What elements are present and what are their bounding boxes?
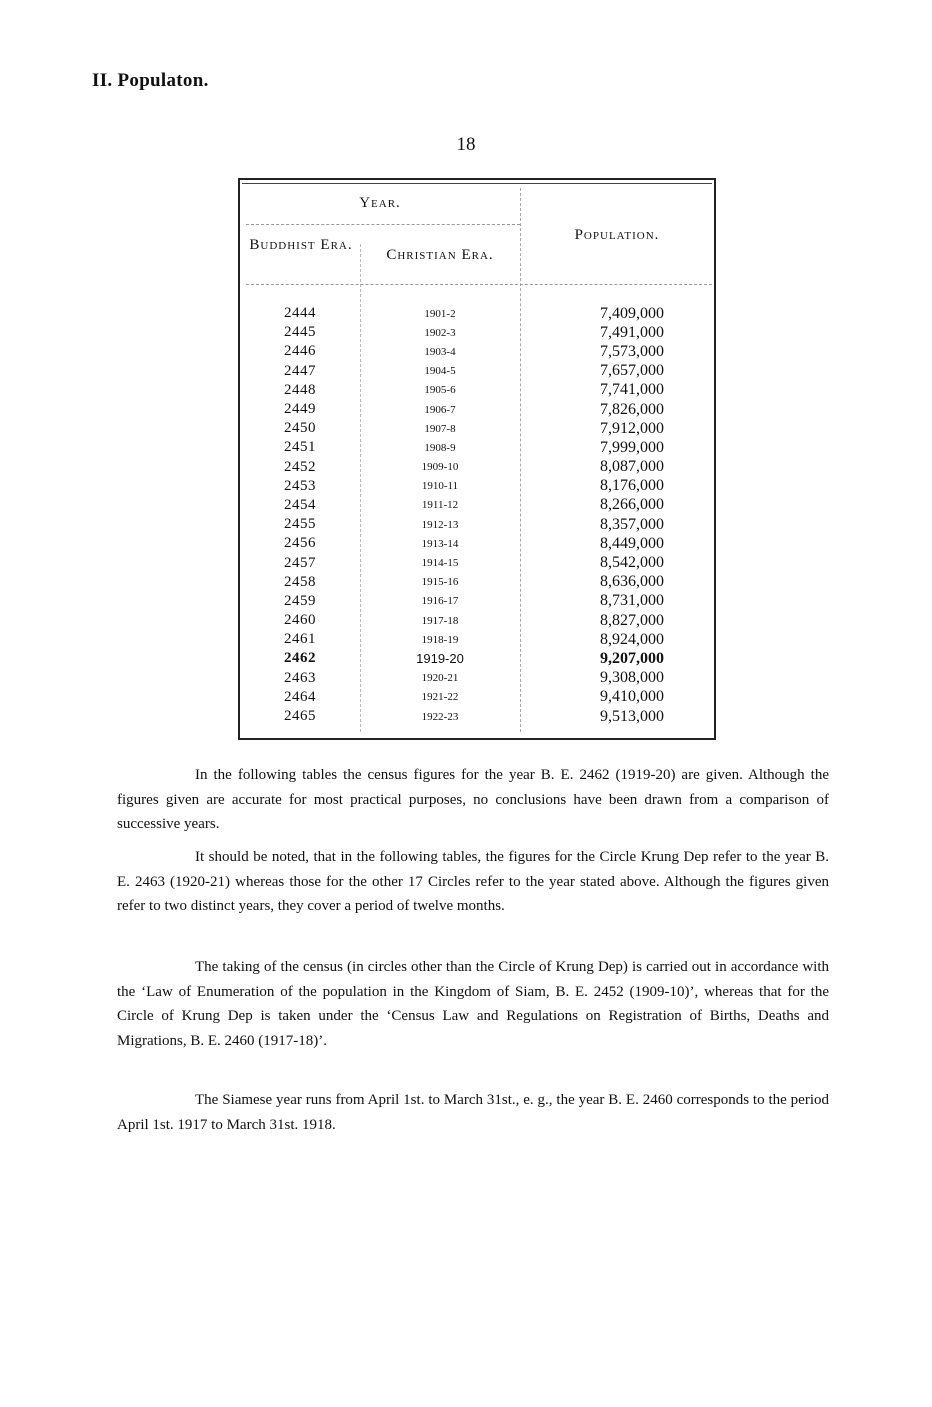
population-cell: 7,826,000	[600, 400, 664, 418]
paragraph-1	[117, 763, 829, 837]
table-row	[240, 381, 714, 400]
table-row	[240, 553, 714, 572]
population-cell: 7,491,000	[600, 323, 664, 341]
population-cell: 8,542,000	[600, 554, 664, 572]
header-christian-era: Christian Era.	[386, 247, 494, 263]
population-cell: 8,731,000	[600, 592, 664, 610]
christian-era-cell: 1901-2	[424, 307, 456, 320]
population-cell: 8,827,000	[600, 611, 664, 629]
table-row	[240, 458, 714, 477]
population-cell: 8,266,000	[600, 496, 664, 514]
buddhist-era-cell: 2445	[284, 324, 316, 341]
population-cell: 8,449,000	[600, 534, 664, 552]
table-body	[240, 304, 714, 726]
christian-era-cell: 1918-19	[421, 633, 459, 646]
buddhist-era-cell: 2463	[284, 669, 316, 686]
section-heading: II. Populaton.	[92, 70, 209, 91]
christian-era-cell: 1909-10	[421, 461, 459, 474]
christian-era-cell: 1905-6	[424, 384, 456, 397]
table-row	[240, 362, 714, 381]
page-number: 18	[456, 134, 476, 155]
buddhist-era-cell: 2444	[284, 305, 316, 322]
population-table	[238, 178, 716, 740]
header-population: Population.	[574, 227, 660, 243]
population-cell: 8,176,000	[600, 477, 664, 495]
table-row	[240, 515, 714, 534]
buddhist-era-cell: 2460	[284, 612, 316, 629]
paragraph-4	[117, 1088, 829, 1137]
buddhist-era-cell: 2457	[284, 554, 316, 571]
buddhist-era-cell: 2461	[284, 631, 316, 648]
population-cell: 7,912,000	[600, 419, 664, 437]
table-row	[240, 534, 714, 553]
christian-era-cell: 1907-8	[424, 422, 456, 435]
christian-era-cell: 1904-5	[424, 365, 456, 378]
christian-era-cell: 1908-9	[424, 441, 456, 454]
buddhist-era-cell: 2454	[284, 496, 316, 513]
christian-era-cell: 1922-23	[421, 710, 459, 723]
christian-era-cell: 1917-18	[421, 614, 459, 627]
population-cell: 8,087,000	[600, 458, 664, 476]
table-row	[240, 323, 714, 342]
christian-era-cell: 1910-11	[421, 480, 459, 493]
christian-era-cell: 1915-16	[421, 576, 459, 589]
buddhist-era-cell: 2465	[284, 708, 316, 725]
buddhist-era-cell: 2458	[284, 573, 316, 590]
buddhist-era-cell: 2449	[284, 401, 316, 418]
buddhist-era-cell: 2453	[284, 477, 316, 494]
paragraph-text: The taking of the census (in circles other than the Circle of Krung Dep) is carried out in accordance with the ‘Law of Enumeration of the population in the Kingdom of Siam, B. E. 2452 (1909-10)’, whereas that for the Circle of Krung Dep is taken under the ‘Census Law and Regulations on Registration of Births, Deaths and Migrations, B. E. 2460 (1917-18)’.	[117, 959, 829, 1049]
population-cell: 9,308,000	[600, 669, 664, 687]
table-row	[240, 496, 714, 515]
christian-era-cell: 1919-20	[416, 651, 464, 667]
buddhist-era-cell: 2462	[284, 650, 316, 667]
christian-era-cell: 1912-13	[421, 518, 459, 531]
buddhist-era-cell: 2452	[284, 458, 316, 475]
table-row	[240, 630, 714, 649]
christian-era-cell: 1906-7	[424, 403, 456, 416]
buddhist-era-cell: 2450	[284, 420, 316, 437]
population-cell: 9,410,000	[600, 688, 664, 706]
table-row	[240, 304, 714, 323]
buddhist-era-cell: 2446	[284, 343, 316, 360]
buddhist-era-cell: 2448	[284, 381, 316, 398]
paragraph-text: The Siamese year runs from April 1st. to March 31st., e. g., the year B. E. 2460 corresponds to the period April 1st. 1917 to March 31st. 1918.	[117, 1092, 829, 1133]
paragraph-2	[117, 845, 829, 919]
header-rule	[246, 284, 712, 285]
paragraph-text: In the following tables the census figures for the year B. E. 2462 (1919-20) are given. Although the figures given are accurate for most practical purposes, no conclusions have been drawn from a comparison of successive years.	[117, 767, 829, 833]
population-cell: 9,207,000	[600, 649, 664, 667]
table-row	[240, 592, 714, 611]
buddhist-era-cell: 2455	[284, 516, 316, 533]
christian-era-cell: 1913-14	[421, 537, 459, 550]
population-cell: 7,409,000	[600, 304, 664, 322]
population-cell: 8,357,000	[600, 515, 664, 533]
population-cell: 9,513,000	[600, 707, 664, 725]
christian-era-cell: 1902-3	[424, 326, 456, 339]
table-row	[240, 573, 714, 592]
christian-era-cell: 1903-4	[424, 345, 456, 358]
table-row	[240, 669, 714, 688]
population-cell: 7,999,000	[600, 438, 664, 456]
buddhist-era-cell: 2459	[284, 592, 316, 609]
table-row	[240, 342, 714, 361]
header-buddhist-era: Buddhist Era.	[249, 237, 353, 253]
population-cell: 7,741,000	[600, 381, 664, 399]
buddhist-era-cell: 2464	[284, 688, 316, 705]
population-cell: 7,657,000	[600, 362, 664, 380]
table-row	[240, 611, 714, 630]
table-row	[240, 707, 714, 726]
header-rule	[246, 224, 520, 225]
header-year: Year.	[359, 195, 401, 211]
table-row	[240, 400, 714, 419]
christian-era-cell: 1911-12	[421, 499, 459, 512]
christian-era-cell: 1921-22	[421, 691, 459, 704]
table-row	[240, 477, 714, 496]
buddhist-era-cell: 2451	[284, 439, 316, 456]
population-cell: 7,573,000	[600, 342, 664, 360]
christian-era-cell: 1916-17	[421, 595, 459, 608]
table-row	[240, 649, 714, 668]
paragraph-3	[117, 955, 829, 1053]
christian-era-cell: 1914-15	[421, 557, 459, 570]
table-row	[240, 419, 714, 438]
population-cell: 8,924,000	[600, 630, 664, 648]
table-row	[240, 688, 714, 707]
buddhist-era-cell: 2456	[284, 535, 316, 552]
buddhist-era-cell: 2447	[284, 362, 316, 379]
population-cell: 8,636,000	[600, 573, 664, 591]
table-row	[240, 438, 714, 457]
paragraph-text: It should be noted, that in the following tables, the figures for the Circle Krung Dep refer to the year B. E. 2463 (1920-21) whereas those for the other 17 Circles refer to the year stated above. Although the figures given refer to two distinct years, they cover a period of twelve months.	[117, 849, 829, 915]
christian-era-cell: 1920-21	[421, 672, 459, 685]
